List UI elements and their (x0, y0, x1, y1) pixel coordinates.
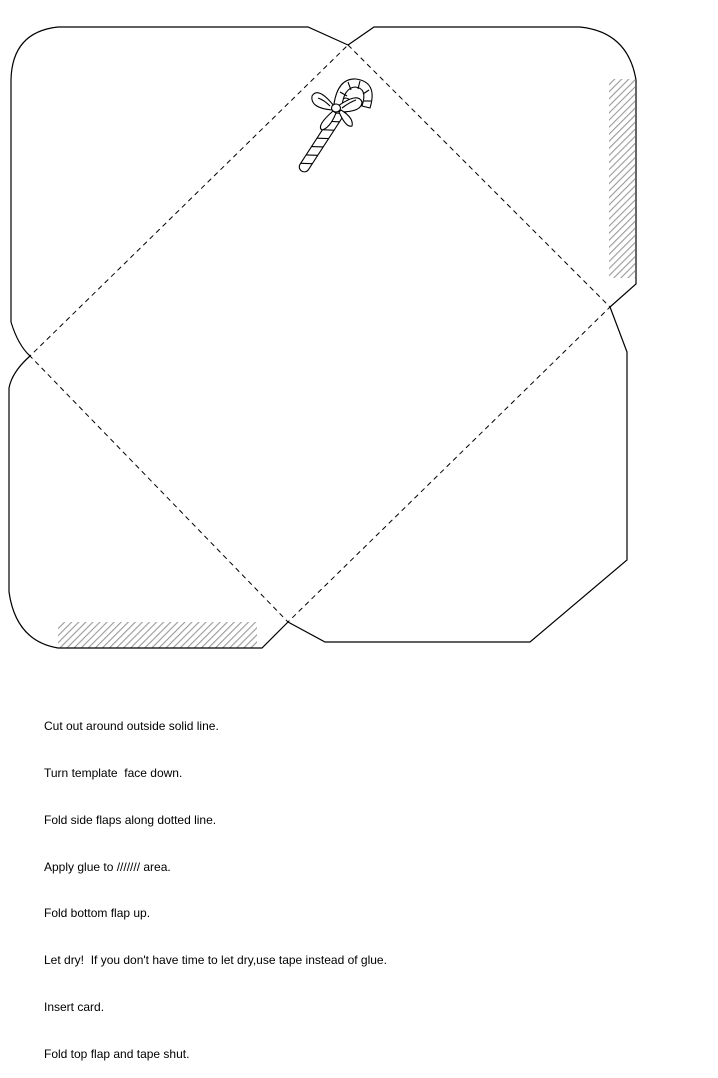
instruction-step: Turn template face down. (44, 765, 183, 780)
cut-line (9, 27, 636, 648)
instruction-step: Insert card. (44, 999, 105, 1014)
instruction-step: Fold side flaps along dotted line. (44, 812, 217, 827)
instruction-step: Fold top flap and tape shut. (44, 1046, 190, 1061)
glue-area-right (609, 79, 635, 278)
candy-cane-icon (297, 79, 372, 174)
fold-line (30, 45, 610, 622)
instruction-step: Fold bottom flap up. (44, 906, 151, 921)
glue-area-bottom (58, 622, 257, 648)
instruction-step: Let dry! If you don't have time to let dry,use tape instead of glue. (44, 953, 387, 968)
instruction-step: Apply glue to /////// area. (44, 859, 171, 874)
instructions-list (44, 688, 387, 1078)
instruction-step: Cut out around outside solid line. (44, 719, 219, 734)
